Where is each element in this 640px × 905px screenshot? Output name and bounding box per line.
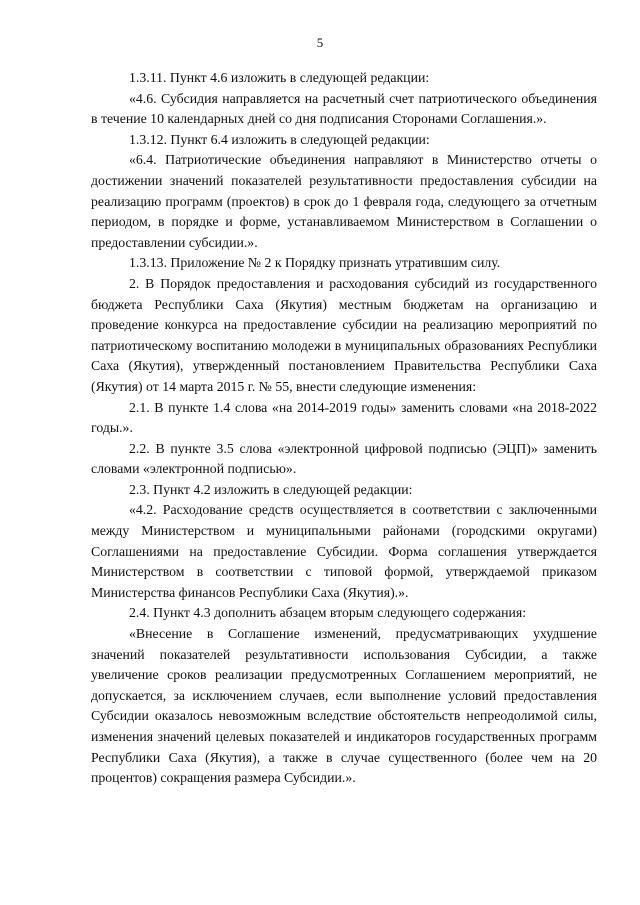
paragraph-2: 2. В Порядок предоставления и расходования субсидий из государственного бюджета Республики Саха (Якутия) местным бюджетам на организацию и проведение конкурса на предоставление субсидии на реализацию мероприятий по патриотическому воспитанию молодежи в муниципальных образованиях Республики Саха (Якутия), утвержденный постановлением Правительства Республики Саха (Якутия) от 14 марта 2015 г. № 55, внести следующие изменения: xyxy=(91,275,597,394)
paragraph-6-4-quote: «6.4. Патриотические объединения направляют в Министерство отчеты о достижении значений показателей результативности предоставления субсидии на реализацию программ (проектов) в срок до 1 февраля года, следующего за отчетным периодом, в порядке и форме, устанавливаемом Министерством в Соглашении о предоставлении субсидии.». xyxy=(91,152,597,250)
paragraph-1-3-13: 1.3.13. Приложение № 2 к Порядку признать утратившим силу. xyxy=(129,255,501,271)
paragraph-4-2-quote: «4.2. Расходование средств осуществляется в соответствии с заключенными между Министерством и муниципальными районами (городскими округами) Соглашениями на предоставление Субсидии. Форма соглашения утверждается Министерством в соответствии с типовой формой, утверждаемой приказом Министерства финансов Республики Саха (Якутия).». xyxy=(91,502,597,600)
paragraph-4-6-quote: «4.6. Субсидия направляется на расчетный счет патриотического объединения в течение 10 календарных дней со дня подписания Сторонами Соглашения.». xyxy=(91,90,597,127)
paragraph-2-4: 2.4. Пункт 4.3 дополнить абзацем вторым следующего содержания: xyxy=(129,605,527,621)
paragraph-1-3-12: 1.3.12. Пункт 6.4 изложить в следующей редакции: xyxy=(129,131,430,147)
paragraph-2-1: 2.1. В пункте 1.4 слова «на 2014-2019 годы» заменить словами «на 2018-2022 годы.». xyxy=(91,399,597,436)
document-body xyxy=(91,68,597,789)
paragraph-1-3-11: 1.3.11. Пункт 4.6 изложить в следующей редакции: xyxy=(129,70,430,85)
paragraph-2-2: 2.2. В пункте 3.5 слова «электронной цифровой подписью (ЭЦП)» заменить словами «электронной подписью». xyxy=(91,440,597,477)
paragraph-2-3: 2.3. Пункт 4.2 изложить в следующей редакции: xyxy=(129,481,413,497)
page-number: 5 xyxy=(316,35,324,50)
paragraph-4-3-quote: «Внесение в Соглашение изменений, предусматривающих ухудшение значений показателей результативности использования Субсидии, а также увеличение сроков реализации предусмотренных Соглашением мероприятий, не допускается, за исключением случаев, если выполнение условий предоставления Субсидии оказалось невозможным вследствие обстоятельств непреодолимой силы, изменения значений целевых показателей и индикаторов государственных программ Республики Саха (Якутия), а также в случае существенного (более чем на 20 процентов) сокращения размера Субсидии.». xyxy=(91,626,597,786)
